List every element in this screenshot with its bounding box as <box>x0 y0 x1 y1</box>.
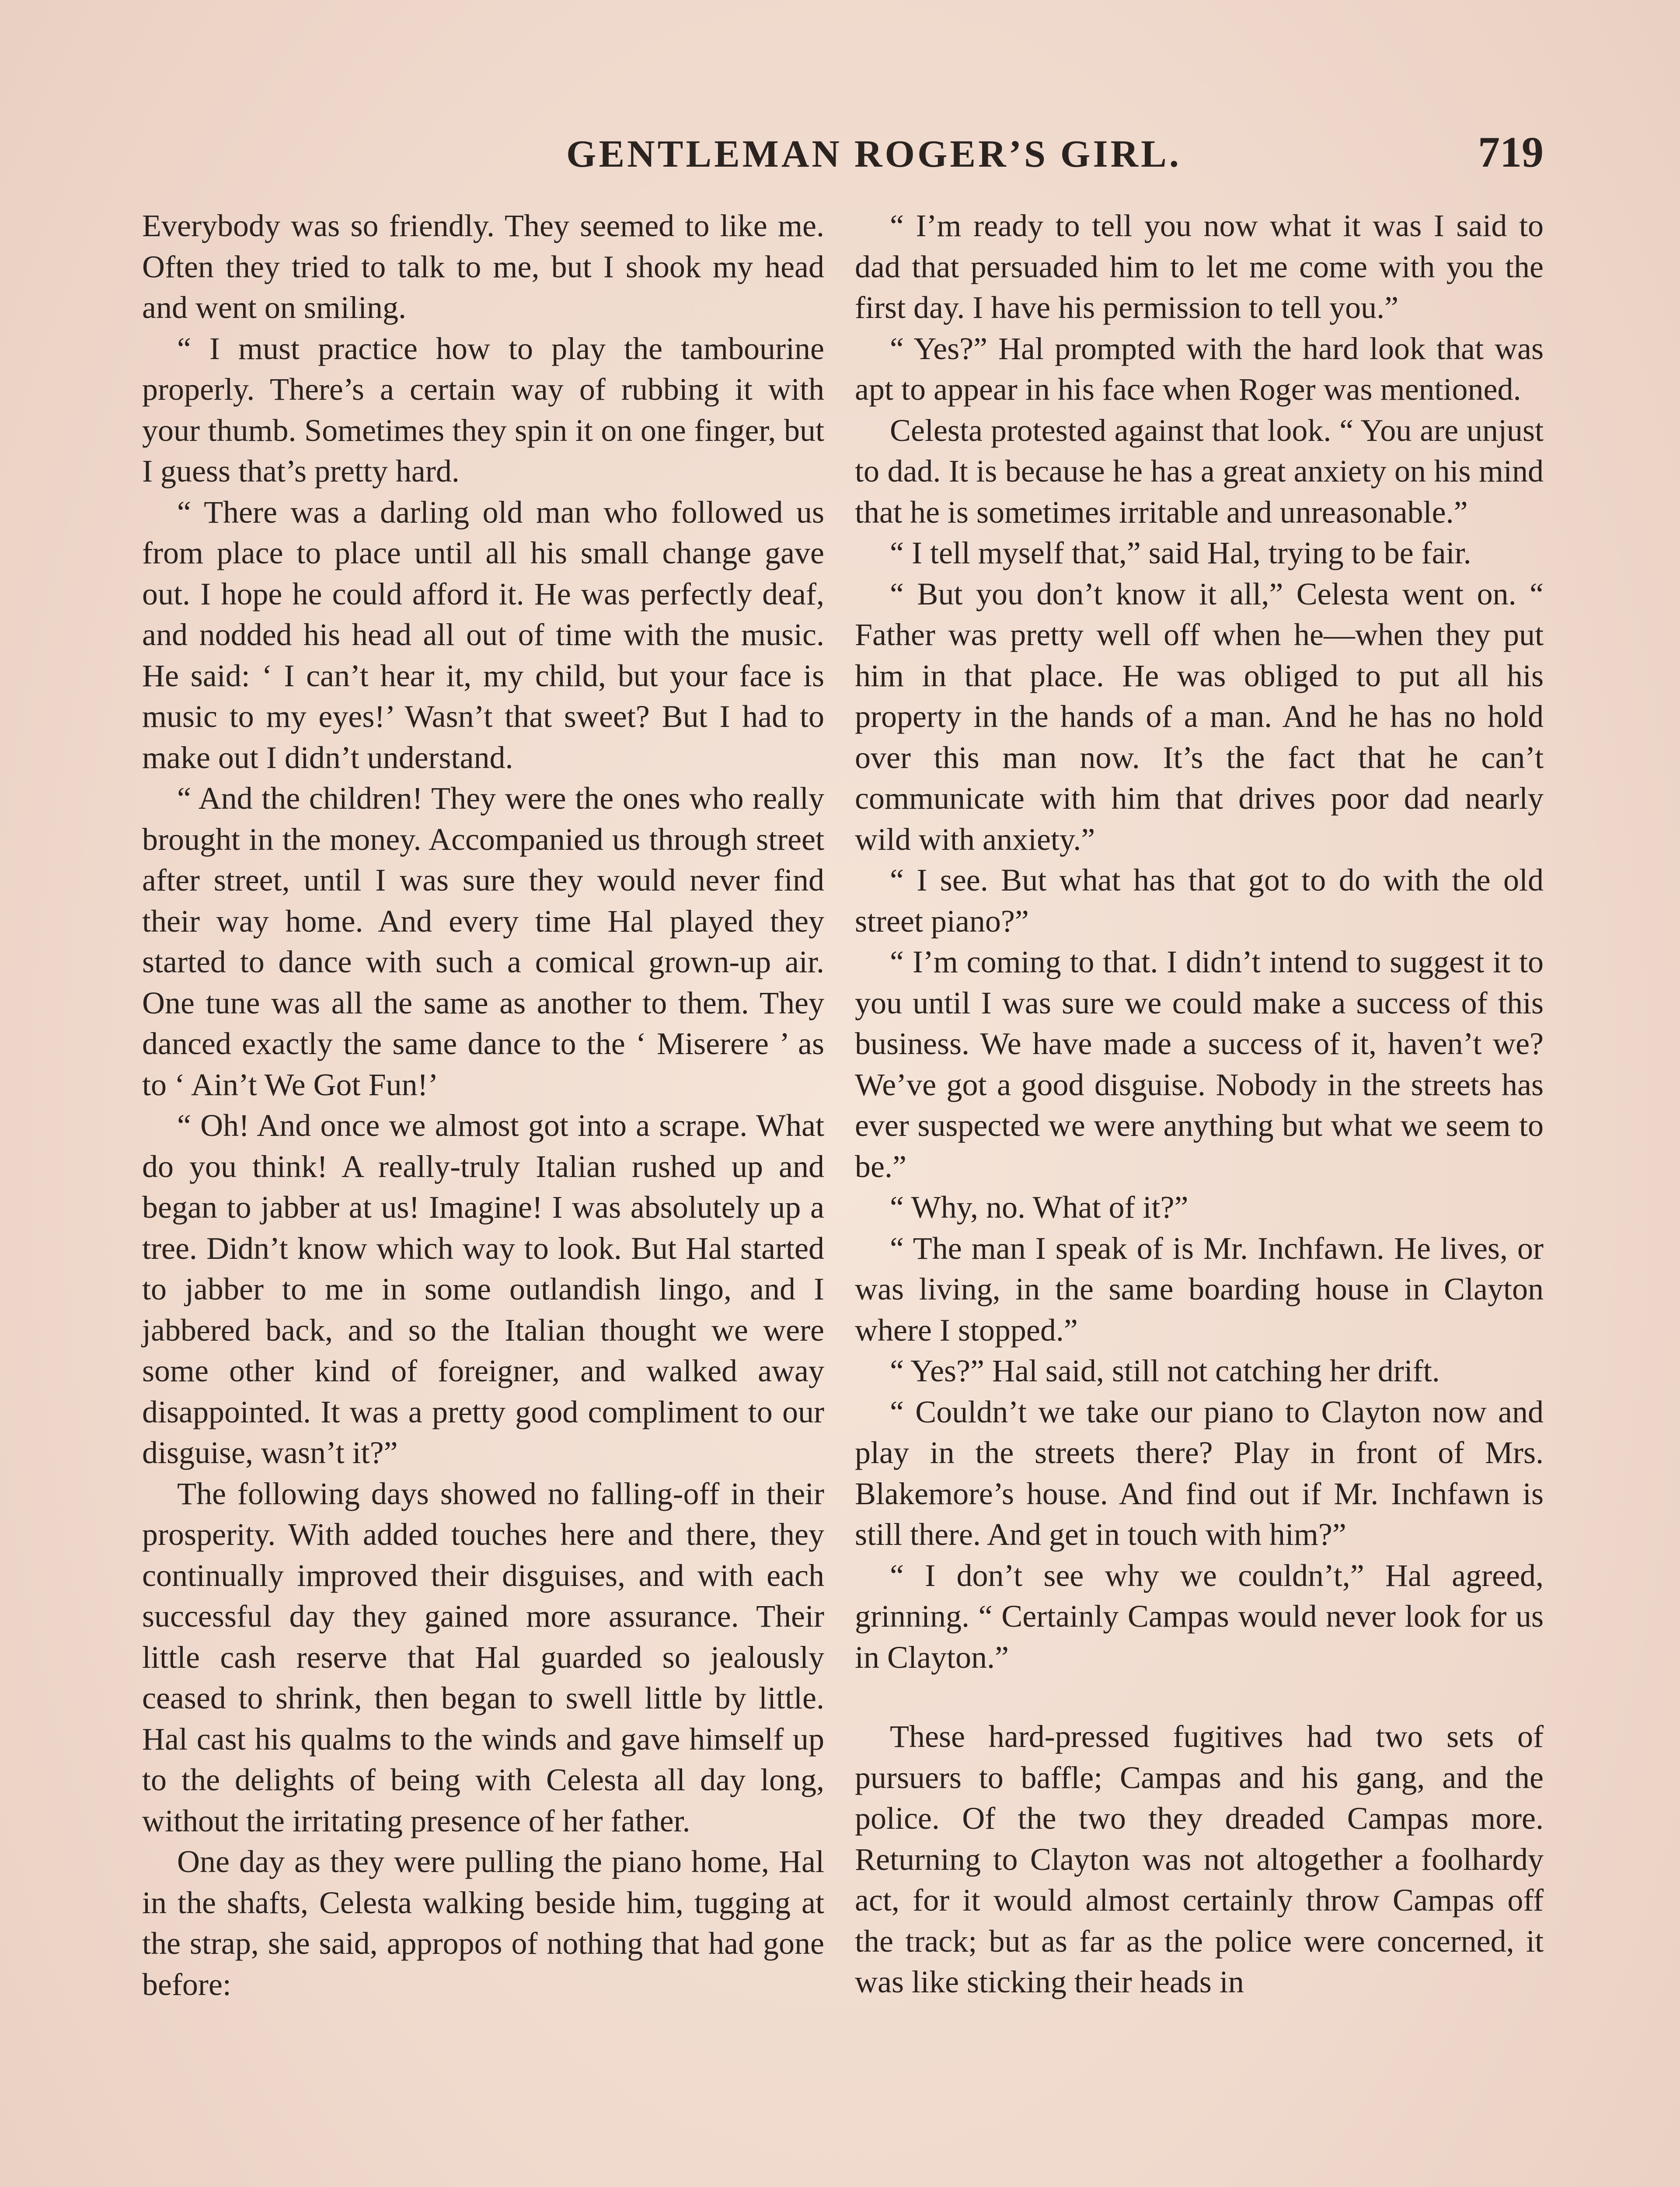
paragraph: “ I tell myself that,” said Hal, trying to be fair. <box>890 535 1471 570</box>
paragraph: “ Yes?” Hal said, still not catching her drift. <box>890 1353 1440 1388</box>
paragraph: “ There was a darling old man who followed us from place to place until all his small change gave out. I hope he could afford it. He was perfectly deaf, and nodded his head all out of time with the music. He said: ‘ I can’t hear it, my child, but your face is music to my eyes!’ Wasn’t that sweet? But I had to make out I didn’t understand. <box>142 494 824 775</box>
paragraph: “ I’m ready to tell you now what it was I said to dad that persuaded him to let me come with you the first day. I have his permission to tell you.” <box>855 208 1544 325</box>
paragraph: “ The man I speak of is Mr. Inchfawn. He lives, or was living, in the same boarding house in Clayton where I stopped.” <box>855 1230 1544 1348</box>
paragraph: “ Oh! And once we almost got into a scrape. What do you think! A really-truly Italian rushed up and began to jabber at us! Imagine! I was absolutely up a tree. Didn’t know which way to look. But Hal started to jabber to me in some outlandish lingo, and I jabbered back, and so the Italian thought we were some other kind of foreigner, and walked away disappointed. It was a pretty good compliment to our disguise, wasn’t it?” <box>142 1108 824 1470</box>
paragraph: “ Couldn’t we take our piano to Clayton now and play in the streets there? Play in front of Mrs. Blakemore’s house. And find out if Mr. Inchfawn is still there. And get in touch with him?” <box>855 1394 1544 1552</box>
page-number: 719 <box>1478 128 1544 176</box>
paragraph: “ Why, no. What of it?” <box>890 1190 1189 1225</box>
running-title: GENTLEMAN ROGER’S GIRL. <box>566 133 1182 175</box>
paragraph: Everybody was so friendly. They seemed to like me. Often they tried to talk to me, but I shook my head and went on smiling. <box>142 208 824 325</box>
paragraph: “ Yes?” Hal prompted with the hard look that was apt to appear in his face when Roger was mentioned. <box>855 331 1544 407</box>
paragraph: “ I see. But what has that got to do with the old street piano?” <box>855 863 1544 939</box>
right-column <box>855 206 1544 2003</box>
paragraph: “ I don’t see why we couldn’t,” Hal agreed, grinning. “ Certainly Campas would never look for us in Clayton.” <box>855 1558 1544 1675</box>
paragraph: These hard-pressed fugitives had two sets of pursuers to baffle; Campas and his gang, and the police. Of the two they dreaded Campas more. Returning to Clayton was not altogether a foolhardy act, for it would almost certainly throw Campas off the track; but as far as the police were concerned, it was like sticking their heads in <box>855 1719 1544 1999</box>
paragraph: The following days showed no falling-off in their prosperity. With added touches here and there, they continually improved their disguises, and with each successful day they gained more assurance. Their little cash reserve that Hal guarded so jealously ceased to shrink, then began to swell little by little. Hal cast his qualms to the winds and gave himself up to the delights of being with Celesta all day long, without the irritating presence of her father. <box>142 1476 824 1838</box>
paragraph: “ And the children! They were the ones who really brought in the money. Accompanied us through street after street, until I was sure they would never find their way home. And every time Hal played they started to dance with such a comical grown-up air. One tune was all the same as another to them. They danced exactly the same dance to the ‘ Miserere ’ as to ‘ Ain’t We Got Fun!’ <box>142 781 824 1102</box>
section-break <box>855 1678 1544 1716</box>
paragraph: “ I must practice how to play the tambourine properly. There’s a certain way of rubbing it with your thumb. Sometimes they spin it on one finger, but I guess that’s pretty hard. <box>142 331 824 489</box>
paragraph: “ But you don’t know it all,” Celesta went on. “ Father was pretty well off when he—when they put him in that place. He was obliged to put all his property in the hands of a man. And he has no hold over this man now. It’s the fact that he can’t communicate with him that drives poor dad nearly wild with anxiety.” <box>855 576 1544 857</box>
paragraph: “ I’m coming to that. I didn’t intend to suggest it to you until I was sure we could make a success of this business. We have made a success of it, haven’t we? We’ve got a good disguise. Nobody in the streets has ever suspected we were anything but what we seem to be.” <box>855 944 1544 1184</box>
paragraph: One day as they were pulling the piano home, Hal in the shafts, Celesta walking beside him, tugging at the strap, she said, appropos of nothing that had gone before: <box>142 1844 824 2002</box>
page-header <box>144 127 1544 184</box>
left-column <box>142 206 824 2005</box>
paragraph: Celesta protested against that look. “ You are unjust to dad. It is because he has a great anxiety on his mind that he is sometimes irritable and unreasonable.” <box>855 412 1544 530</box>
